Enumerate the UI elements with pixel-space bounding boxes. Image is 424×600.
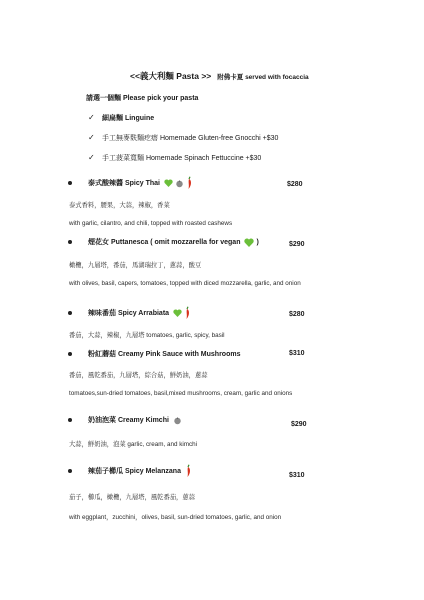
bullet-icon [68, 240, 72, 244]
item-desc-zh: 番茄，風乾番茄，九層塔，綜合菇，鮮奶油，蔥蒜 [69, 372, 208, 379]
item-desc-zh: 泰式香料，腰果，大蒜，辣椒，香菜 [69, 202, 170, 209]
menu-item-spicy-thai [68, 176, 193, 190]
title-text: <<義大利麵 Pasta >> [130, 71, 212, 81]
chili-icon [186, 176, 193, 190]
check-icon: ✓ [88, 113, 95, 122]
pasta-option-gnocchi [88, 133, 278, 143]
item-desc-en: with garlic, cilantro, and chili, topped with roasted cashews [69, 220, 233, 227]
item-icons [185, 464, 192, 478]
bullet-icon [68, 469, 72, 473]
item-price: $310 [289, 350, 305, 357]
menu-item-puttanesca [68, 237, 259, 247]
item-icons [173, 306, 191, 320]
menu-item-kimchi [68, 415, 182, 425]
chili-icon [184, 306, 191, 320]
item-name-tail: ) [256, 238, 259, 246]
menu-item-arrabiata [68, 306, 191, 320]
item-desc-en: with olives, basil, capers, tomatoes, topped with diced mozzarella, garlic, and onion [69, 280, 301, 287]
item-name: 奶油泡菜 Creamy Kimchi [88, 417, 169, 424]
item-price: $290 [289, 241, 305, 248]
option-label: 手工無麥麩麵疙瘩 Homemade Gluten-free Gnocchi +$30 [102, 135, 279, 142]
pasta-option-linguine [88, 113, 154, 123]
item-desc: 番茄，大蒜，辣椒，九層塔 tomatoes, garlic, spicy, basil [69, 332, 225, 339]
nut-icon [173, 416, 182, 425]
check-icon: ✓ [88, 153, 95, 162]
check-icon: ✓ [88, 133, 95, 142]
item-name: 辣茄子櫛瓜 Spicy Melanzana [88, 468, 181, 475]
item-desc-zh: 橄欖，九層塔，番茄，馬湖瑞拉丁，蔥蒜，酸豆 [69, 262, 202, 269]
item-name: 辣味番茄 Spicy Arrabiata [88, 310, 170, 317]
item-name: 粉紅蘑菇 Creamy Pink Sauce with Mushrooms [88, 351, 241, 358]
bullet-icon [68, 311, 72, 315]
item-name: 煙花女 Puttanesca ( omit mozzarella for vegan [88, 239, 241, 246]
item-icons [244, 238, 254, 247]
item-price: $310 [289, 472, 305, 479]
page-title [130, 70, 309, 82]
item-price: $280 [289, 311, 305, 318]
pasta-option-fettuccine [88, 153, 261, 163]
item-desc-en: tomatoes,sun-dried tomatoes, basil,mixed mushrooms, cream, garlic and onions [69, 390, 293, 397]
item-desc-zh: 茄子，櫛瓜，橄欖，九層塔，風乾番茄，蔥蒜 [69, 494, 195, 501]
menu-item-melanzana [68, 464, 192, 478]
item-price: $280 [287, 181, 303, 188]
option-label: 手工菠菜寬麵 Homemade Spinach Fettuccine +$30 [102, 155, 262, 162]
item-desc-en: with eggplant，zucchini，olives, basil, sun-dried tomatoes, garlic, and onion [69, 514, 282, 521]
item-price: $290 [291, 421, 307, 428]
menu-item-pink-sauce [68, 349, 240, 359]
option-label: 細扁麵 Linguine [102, 115, 155, 122]
pick-pasta-label: 請選一個麵 Please pick your pasta [86, 95, 199, 102]
bullet-icon [68, 352, 72, 356]
title-subtitle: 附佛卡夏 served with focaccia [217, 74, 309, 81]
bullet-icon [68, 181, 72, 185]
item-name: 泰式酸辣醬 Spicy Thai [88, 180, 160, 187]
item-desc: 大蒜，鮮奶油，泡菜 garlic, cream, and kimchi [69, 441, 198, 448]
vegan-heart-icon [244, 238, 254, 247]
item-icons [173, 416, 182, 425]
chili-icon [185, 464, 192, 478]
bullet-icon [68, 418, 72, 422]
item-icons [164, 176, 193, 190]
vegan-heart-icon [173, 309, 182, 317]
vegan-heart-icon [164, 179, 173, 187]
nut-icon [175, 179, 184, 188]
